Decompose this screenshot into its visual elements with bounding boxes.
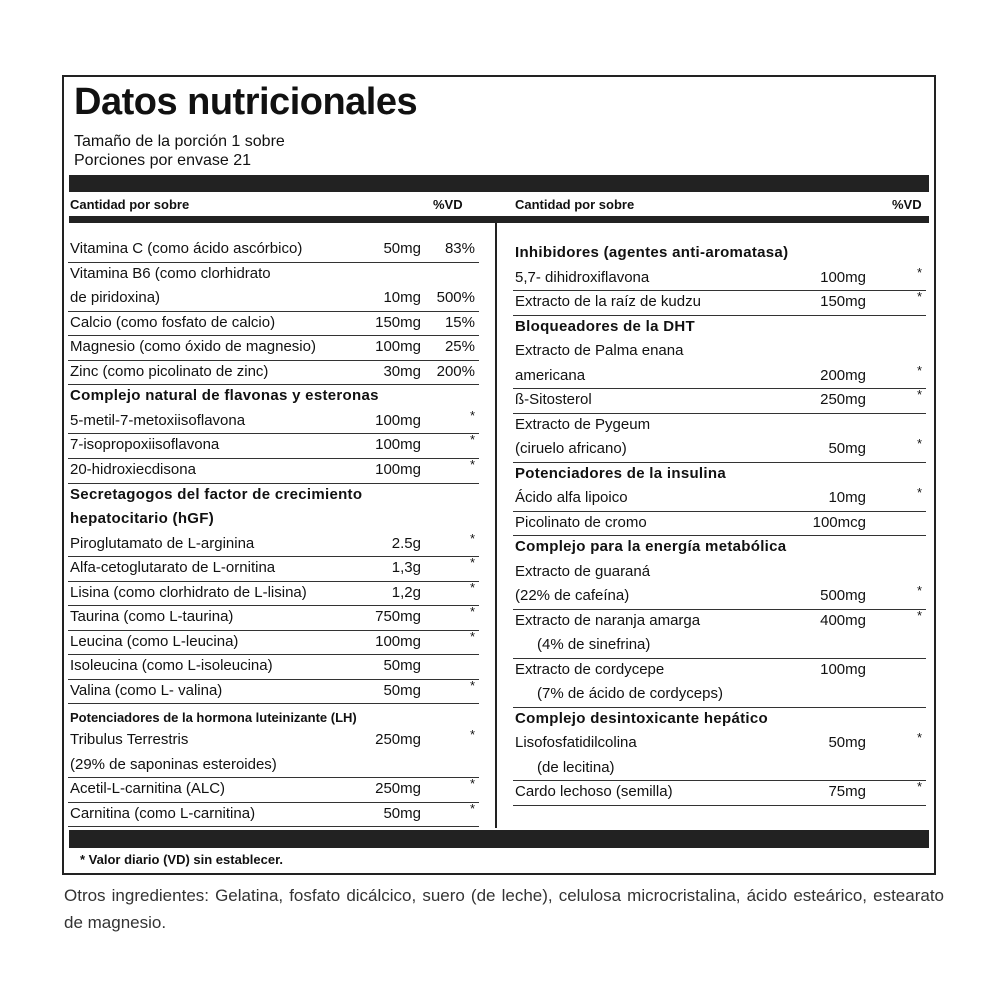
nutrient-name: Leucina (como L-leucina) [70, 632, 239, 650]
nutrient-dv: * [469, 530, 475, 546]
nutrient-amount: 200mg [820, 366, 866, 384]
nutrient-name: Piroglutamato de L-arginina [70, 534, 255, 552]
nutrient-name: Tribulus Terrestris [70, 731, 189, 748]
nutrient-name: Taurina (como L-taurina) [70, 608, 234, 626]
nutrient-amount: 50mg [383, 804, 421, 822]
panel-title: Datos nutricionales [74, 81, 418, 123]
nutrient-row [515, 362, 924, 390]
nutrient-row [515, 438, 924, 463]
nutrient-name: Lisina (como clorhidrato de L-lisina) [70, 583, 307, 601]
nutrient-amount: 100mg [820, 660, 866, 678]
nutrition-facts-panel [62, 75, 936, 875]
nutrient-amount: 100mcg [812, 513, 866, 531]
nutrient-name: Acetil-L-carnitina (ALC) [70, 780, 226, 798]
nutrient-row [70, 312, 477, 337]
nutrient-row [515, 607, 924, 635]
nutrient-row [70, 579, 477, 607]
nutrient-row [515, 414, 924, 439]
nutrient-dv: * [469, 579, 475, 595]
nutrient-dv: * [916, 362, 922, 378]
nutrient-dv: 500% [436, 289, 475, 307]
nutrient-row [70, 456, 477, 484]
nutrient-amount: 50mg [383, 657, 421, 675]
nutrient-name: Alfa-cetoglutarato de L-ornitina [70, 559, 276, 577]
nutrient-row [70, 754, 477, 779]
bottom-divider [69, 830, 929, 848]
serving-size: Tamaño de la porción 1 sobre [74, 133, 285, 150]
nutrient-row [70, 729, 477, 754]
nutrient-row [515, 757, 924, 782]
nutrient-amount: 10mg [383, 289, 421, 307]
nutrient-row [70, 677, 477, 705]
nutrient-dv: 15% [444, 313, 475, 331]
nutrient-amount: 250mg [820, 391, 866, 408]
nutrient-row [515, 291, 924, 316]
nutrient-dv: * [916, 583, 922, 598]
nutrient-amount: 100mg [375, 411, 421, 429]
nutrient-dv: 25% [444, 338, 475, 356]
servings-per-container: Porciones por envase 21 [74, 152, 251, 169]
nutrient-row [515, 634, 924, 659]
nutrient-name: (4% de sinefrina) [537, 636, 651, 653]
nutrient-amount: 750mg [375, 608, 421, 626]
row-rule [68, 384, 479, 385]
nutrient-dv: * [916, 436, 922, 451]
nutrient-dv: * [469, 628, 475, 644]
nutrient-row [70, 434, 477, 459]
nutrient-row [515, 683, 924, 708]
section-heading: Secretagogos del factor de crecimiento [70, 485, 363, 503]
nutrient-dv: * [469, 776, 475, 792]
right-amount-header: Cantidad por sobre [515, 197, 635, 212]
section-heading: hepatocitario (hGF) [70, 510, 215, 528]
left-dv-header: %VD [433, 197, 463, 212]
nutrient-dv: * [916, 387, 922, 402]
nutrient-dv: * [469, 432, 475, 448]
thick-divider [69, 175, 929, 192]
nutrient-row [515, 659, 924, 684]
nutrient-name: Extracto de naranja amarga [515, 611, 701, 629]
nutrient-amount: 100mg [375, 460, 421, 478]
nutrient-name: americana [515, 366, 586, 384]
nutrient-name: (7% de ácido de cordyceps) [537, 685, 723, 702]
nutrient-row [515, 561, 924, 586]
section-heading: Potenciadores de la hormona luteinizante (LH) [70, 710, 357, 726]
nutrient-row [70, 407, 477, 435]
row-rule [513, 535, 926, 536]
nutrient-dv: * [469, 800, 475, 816]
nutrient-amount: 75mg [828, 783, 866, 800]
nutrient-name: Magnesio (como óxido de magnesio) [70, 338, 316, 356]
nutrient-dv: * [469, 456, 475, 472]
nutrient-dv: * [916, 607, 922, 623]
nutrient-row [70, 557, 477, 582]
nutrient-row [70, 238, 477, 263]
footnote: * Valor diario (VD) sin establecer. [80, 852, 284, 867]
nutrient-dv: * [916, 779, 922, 794]
right-dv-header: %VD [892, 197, 922, 212]
row-rule [513, 805, 926, 806]
row-rule [513, 462, 926, 463]
nutrient-name: Calcio (como fosfato de calcio) [70, 313, 276, 331]
nutrient-row [70, 336, 477, 361]
nutrient-name: (de lecitina) [537, 758, 615, 776]
nutrient-amount: 100mg [820, 268, 866, 286]
nutrient-name: (22% de cafeína) [515, 587, 630, 604]
nutrient-amount: 400mg [820, 611, 866, 629]
nutrient-name: (ciruelo africano) [515, 440, 627, 457]
section-heading: Complejo para la energía metabólica [515, 538, 787, 555]
nutrient-amount: 1,3g [391, 559, 421, 577]
nutrient-name: Carnitina (como L-carnitina) [70, 804, 256, 822]
nutrient-name: 5-metil-7-metoxiisoflavona [70, 411, 246, 429]
nutrient-row [70, 361, 477, 386]
nutrient-dv: * [916, 289, 922, 304]
nutrient-row [70, 606, 477, 631]
nutrient-amount: 150mg [375, 313, 421, 331]
section-heading: Inhibidores (agentes anti-aromatasa) [515, 244, 789, 261]
nutrient-amount: 2.5g [391, 534, 421, 552]
section-heading: Potenciadores de la insulina [515, 464, 726, 482]
nutrient-row [70, 263, 477, 288]
nutrient-name: 20-hidroxiecdisona [70, 460, 196, 478]
nutrient-name: Cardo lechoso (semilla) [515, 783, 673, 800]
nutrient-amount: 100mg [375, 436, 421, 454]
nutrient-name: Extracto de Palma enana [515, 342, 684, 359]
nutrient-row [70, 778, 477, 803]
row-rule [68, 483, 479, 484]
nutrient-row [70, 287, 477, 312]
nutrient-row [70, 628, 477, 656]
nutrient-row [515, 389, 924, 414]
nutrient-row [515, 585, 924, 610]
nutrient-name: Extracto de guaraná [515, 562, 651, 580]
nutrient-name: Extracto de cordycepe [515, 660, 665, 678]
nutrient-name: Zinc (como picolinato de zinc) [70, 362, 269, 380]
nutrient-name: Extracto de la raíz de kudzu [515, 293, 701, 310]
nutrient-name: Extracto de Pygeum [515, 415, 651, 433]
nutrient-row [515, 340, 924, 365]
nutrient-name: 5,7- dihidroxiflavona [515, 268, 650, 286]
nutrient-dv: * [469, 727, 475, 742]
nutrient-row [515, 732, 924, 757]
nutrient-name: ß-Sitosterol [515, 391, 592, 408]
nutrient-dv: * [469, 555, 475, 571]
nutrient-row [515, 487, 924, 512]
nutrient-amount: 50mg [383, 681, 421, 699]
nutrient-dv: * [916, 264, 922, 280]
nutrient-dv: * [916, 485, 922, 500]
row-rule [68, 703, 479, 704]
nutrient-name: Isoleucina (como L-isoleucina) [70, 657, 273, 675]
nutrient-row [515, 264, 924, 292]
nutrient-name: Ácido alfa lipoico [515, 489, 628, 506]
nutrient-name: 7-isopropoxiisoflavona [70, 436, 220, 454]
left-amount-header: Cantidad por sobre [70, 197, 190, 212]
nutrient-row [70, 530, 477, 558]
nutrient-dv: 83% [444, 240, 475, 257]
nutrient-amount: 30mg [383, 362, 421, 380]
section-heading: Complejo desintoxicante hepático [515, 709, 768, 727]
nutrient-name: (29% de saponinas esteroides) [70, 755, 277, 773]
column-divider [495, 223, 497, 828]
other-ingredients: Otros ingredientes: Gelatina, fosfato dicálcico, suero (de leche), celulosa microcristalina, ácido esteárico, estearato de magnesio. [64, 886, 944, 932]
row-rule [513, 315, 926, 316]
nutrient-name: Lisofosfatidilcolina [515, 734, 637, 751]
nutrient-amount: 50mg [828, 734, 866, 751]
nutrient-name: Picolinato de cromo [515, 513, 647, 531]
nutrient-amount: 250mg [375, 780, 421, 798]
nutrient-dv: 200% [436, 362, 475, 380]
nutrient-amount: 10mg [828, 489, 866, 506]
nutrient-dv: * [469, 604, 475, 620]
nutrient-dv: * [469, 407, 475, 423]
nutrient-row [515, 512, 924, 537]
section-heading: Complejo natural de flavonas y esteronas [70, 387, 379, 405]
nutrient-row [70, 800, 477, 828]
nutrient-dv: * [469, 677, 475, 693]
nutrient-amount: 500mg [820, 587, 866, 604]
nutrient-amount: 150mg [820, 293, 866, 310]
nutrient-dv: * [916, 730, 922, 745]
nutrient-name: Vitamina C (como ácido ascórbico) [70, 240, 303, 257]
row-rule [513, 707, 926, 708]
nutrient-amount: 50mg [383, 240, 421, 257]
nutrient-amount: 50mg [828, 440, 866, 457]
nutrient-amount: 100mg [375, 632, 421, 650]
nutrient-name: Vitamina B6 (como clorhidrato [70, 264, 271, 282]
nutrient-row [515, 781, 924, 806]
nutrient-amount: 250mg [375, 731, 421, 748]
section-heading: Bloqueadores de la DHT [515, 317, 695, 335]
nutrient-name: Valina (como L- valina) [70, 681, 223, 699]
nutrient-amount: 1,2g [391, 583, 421, 601]
nutrient-amount: 100mg [375, 338, 421, 356]
nutrient-name: de piridoxina) [70, 289, 161, 307]
nutrient-row [70, 655, 477, 680]
header-divider [69, 216, 929, 223]
row-rule [68, 826, 479, 827]
